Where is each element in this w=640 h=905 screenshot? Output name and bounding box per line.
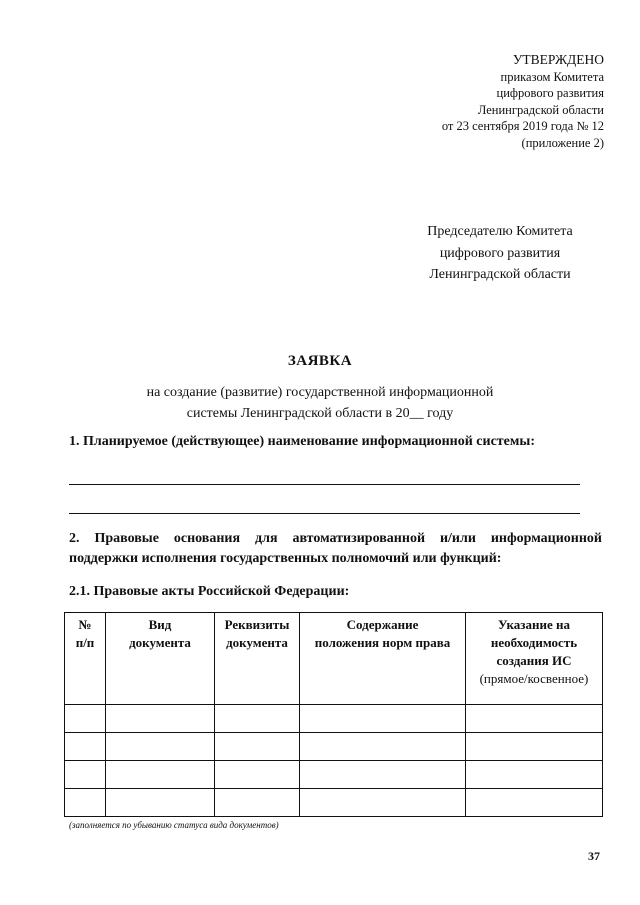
addressee-line-2: цифрового развития [439, 245, 561, 261]
table-cell[interactable] [215, 789, 300, 817]
table-cell[interactable] [466, 733, 603, 761]
table-cell[interactable] [106, 789, 215, 817]
table-row [65, 733, 603, 761]
table-cell[interactable] [65, 761, 106, 789]
page-number: 37 [588, 849, 600, 863]
legal-acts-table [64, 612, 603, 817]
approval-heading: УТВЕРЖДЕНО [512, 52, 604, 67]
header-document-details: Реквизиты документа [215, 613, 300, 705]
table-row [65, 789, 603, 817]
table-cell[interactable] [65, 705, 106, 733]
table-cell[interactable] [106, 733, 215, 761]
approval-line-5: (приложение 2) [521, 135, 604, 150]
table-row [65, 761, 603, 789]
header-is-necessity: Указание на необходимость создания ИС (прямое/косвенное) [466, 613, 603, 705]
table-header-row [65, 613, 603, 705]
approval-line-4: от 23 сентября 2019 года № 12 [441, 119, 604, 133]
fill-line-1[interactable] [69, 484, 580, 485]
approval-line-3: Ленинградской области [477, 102, 604, 117]
subtitle-line-2: системы Ленинградской области в 20__ году [186, 406, 454, 421]
table-cell[interactable] [300, 789, 466, 817]
table-note: (заполняется по убыванию статуса вида документов) [69, 820, 279, 830]
table-cell[interactable] [65, 789, 106, 817]
section-2-line-1: 2. Правовые основания для автоматизированной и/или информационной [69, 531, 602, 546]
approval-stamp [360, 52, 604, 151]
table-row [65, 705, 603, 733]
table-cell[interactable] [215, 761, 300, 789]
table-cell[interactable] [466, 761, 603, 789]
table-cell[interactable] [106, 705, 215, 733]
header-document-type: Вид документа [106, 613, 215, 705]
table-cell[interactable] [215, 733, 300, 761]
approval-line-1: приказом Комитета [500, 69, 604, 84]
table-cell[interactable] [466, 789, 603, 817]
subtitle-line-1: на создание (развитие) государственной информационной [146, 385, 494, 400]
table-cell[interactable] [215, 705, 300, 733]
addressee-line-1: Председателю Комитета [427, 224, 573, 239]
table-cell[interactable] [106, 761, 215, 789]
table-cell[interactable] [300, 733, 466, 761]
table-cell[interactable] [300, 761, 466, 789]
section-1-heading: 1. Планируемое (действующее) наименование информационной системы: [69, 434, 536, 449]
document-subtitle [120, 382, 520, 424]
header-norm-content: Содержание положения норм права [300, 613, 466, 705]
section-2-1-heading: 2.1. Правовые акты Российской Федерации: [69, 584, 350, 599]
table-cell[interactable] [300, 705, 466, 733]
fill-line-2[interactable] [69, 513, 580, 514]
approval-line-2: цифрового развития [496, 86, 604, 100]
section-2-heading [69, 529, 602, 569]
header-number: № п/п [65, 613, 106, 705]
addressee-line-3: Ленинградской области [429, 267, 571, 282]
section-2-line-2: поддержки исполнения государственных полномочий или функций: [69, 551, 502, 566]
table-cell[interactable] [466, 705, 603, 733]
document-title: ЗАЯВКА [287, 353, 353, 369]
table-cell[interactable] [65, 733, 106, 761]
addressee-block [400, 221, 600, 286]
